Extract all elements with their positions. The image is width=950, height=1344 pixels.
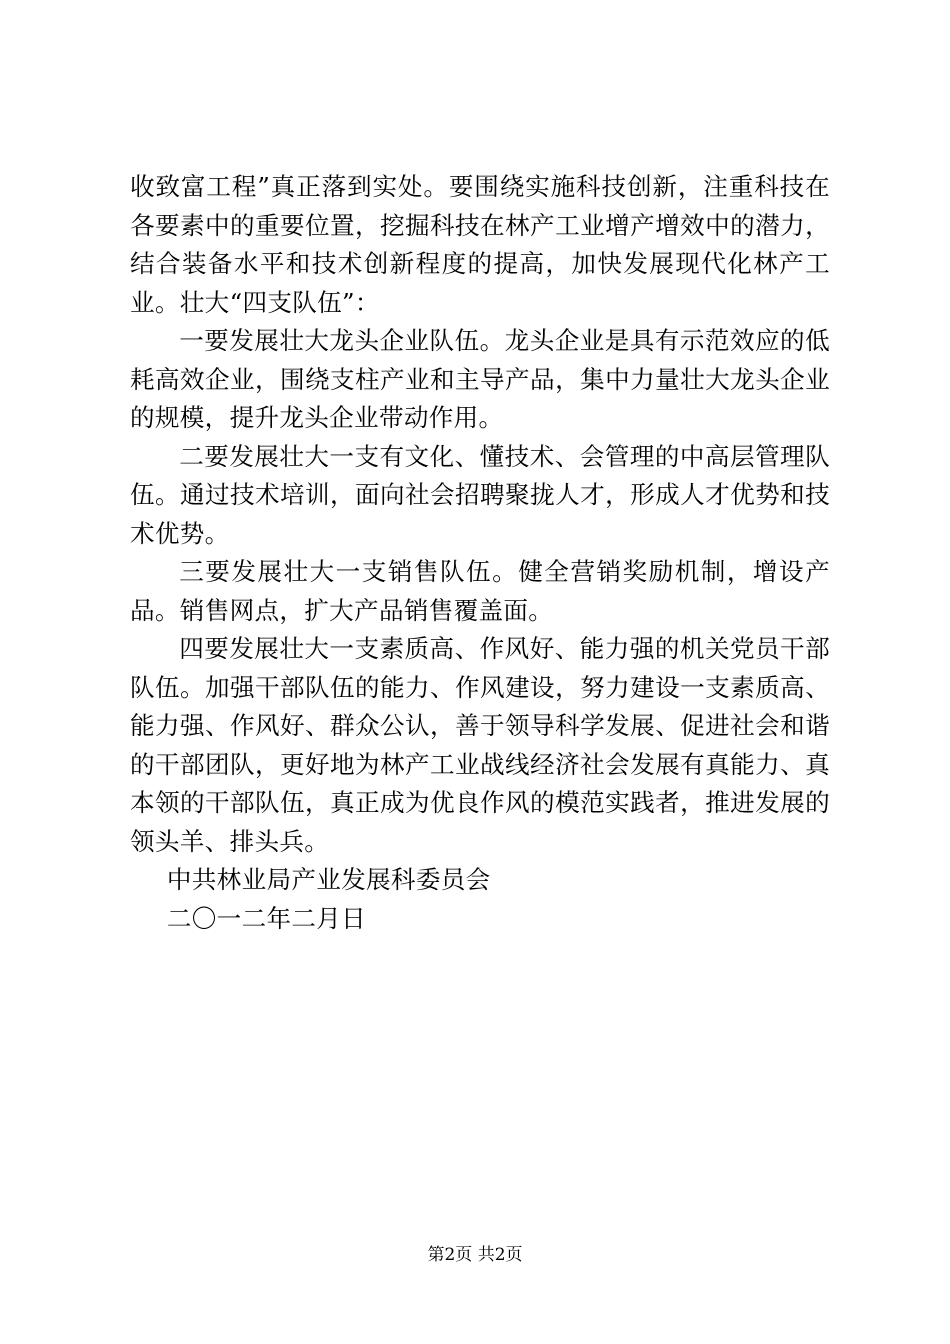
paragraph-item-3: 三要发展壮大一支销售队伍。健全营销奖励机制，增设产品。销售网点，扩大产品销售覆盖面。 xyxy=(130,557,830,625)
paragraph-item-4: 四要发展壮大一支素质高、作风好、能力强的机关党员干部队伍。加强干部队伍的能力、作风建设，努力建设一支素质高、能力强、作风好、群众公认，善于领导科学发展、促进社会和谐的干部团队，更好地为林产工业战线经济社会发展有真能力、真本领的干部队伍，真正成为优良作风的模范实践者，推进发展的领头羊、排头兵。 xyxy=(130,634,830,856)
page-footer: 第2页 共2页 xyxy=(427,1245,523,1265)
paragraph-item-2: 二要发展壮大一支有文化、懂技术、会管理的中高层管理队伍。通过技术培训，面向社会招聘聚拢人才，形成人才优势和技术优势。 xyxy=(130,441,830,548)
paragraph-intro: 收致富工程”真正落到实处。要围绕实施科技创新，注重科技在各要素中的重要位置，挖掘科技在林产工业增产增效中的潜力，结合装备水平和技术创新程度的提高，加快发展现代化林产工业。壮大“四支队伍”： xyxy=(130,172,830,317)
paragraph-item-1: 一要发展壮大龙头企业队伍。龙头企业是具有示范效应的低耗高效企业，围绕支柱产业和主导产品，集中力量壮大龙头企业的规模，提升龙头企业带动作用。 xyxy=(130,326,830,432)
signature-organization: 中共林业局产业发展科委员会 xyxy=(166,865,491,894)
document-body xyxy=(130,168,830,938)
signature-date: 二〇一二年二月日 xyxy=(166,903,367,933)
